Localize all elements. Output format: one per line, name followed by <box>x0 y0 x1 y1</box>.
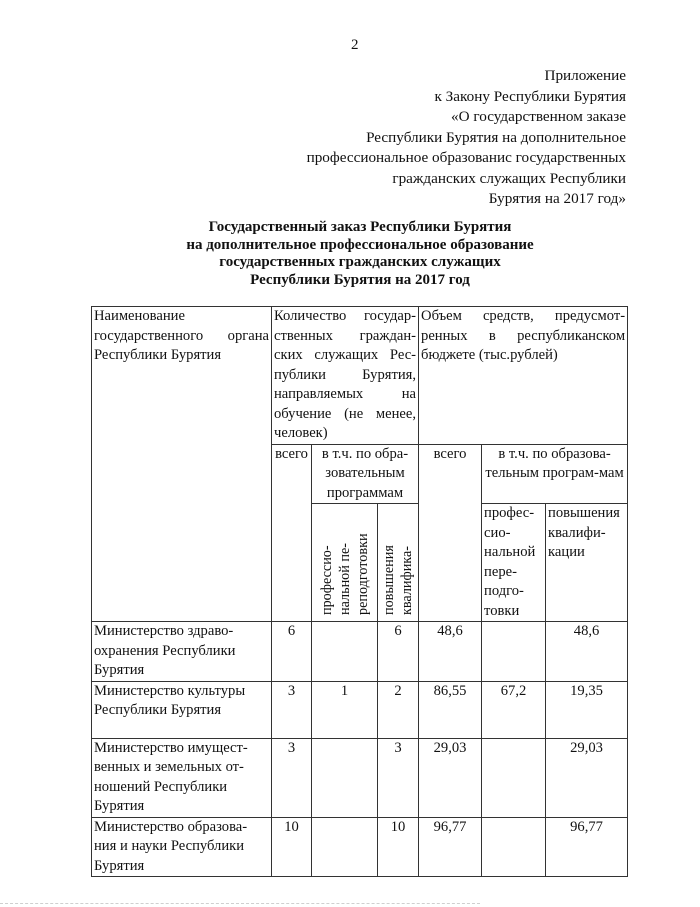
appendix-line: гражданских служащих Республики <box>392 169 626 187</box>
row-count-qualification: 6 <box>378 622 419 682</box>
appendix-line: Приложение <box>544 67 626 84</box>
header-budget-total: всего <box>419 444 482 622</box>
document-title <box>150 219 570 289</box>
table-row <box>92 817 628 877</box>
page-number: 2 <box>351 37 359 53</box>
row-budget-total: 86,55 <box>419 681 482 738</box>
row-budget-retraining <box>482 817 546 877</box>
table-row <box>92 738 628 817</box>
title-line: Республики Бурятия на 2017 год <box>250 271 470 288</box>
row-count-total: 3 <box>272 681 312 738</box>
row-count-qualification: 2 <box>378 681 419 738</box>
appendix-line: профессиональное образованис государственных <box>306 149 626 166</box>
row-budget-total: 48,6 <box>419 622 482 682</box>
row-count-total: 10 <box>272 817 312 877</box>
row-organ: Министерство культуры Республики Бурятия <box>92 681 272 738</box>
header-count-qualification: повышения квалифика- <box>381 544 416 615</box>
title-line: государственных гражданских служащих <box>219 254 501 270</box>
header-budget-retraining: профес-сио-нальной пере-подго-товки <box>482 504 546 622</box>
row-count-total: 6 <box>272 622 312 682</box>
row-organ: Министерство образова-ния и науки Республики Бурятия <box>92 817 272 877</box>
row-organ: Министерство здраво-охранения Республики Бурятия <box>92 622 272 682</box>
row-budget-retraining: 67,2 <box>482 681 546 738</box>
row-budget-retraining <box>482 738 546 817</box>
appendix-line: «О государственном заказе <box>451 108 626 125</box>
row-count-total: 3 <box>272 738 312 817</box>
row-budget-total: 96,77 <box>419 817 482 877</box>
header-organ: Наименование государственного органа Республики Бурятия <box>92 307 272 622</box>
row-count-retraining: 1 <box>312 681 378 738</box>
row-budget-qualification: 19,35 <box>546 681 628 738</box>
header-budget-qualification: повышения квалифи-кации <box>546 504 628 622</box>
page-edge-divider <box>0 903 480 904</box>
state-order-table <box>91 306 628 877</box>
row-budget-qualification: 48,6 <box>546 622 628 682</box>
row-budget-retraining <box>482 622 546 682</box>
appendix-line: к Закону Республики Бурятия <box>434 87 626 105</box>
table-row <box>92 681 628 738</box>
row-count-qualification: 10 <box>378 817 419 877</box>
appendix-line: Республики Бурятия на дополнительное <box>366 128 626 146</box>
title-line: Государственный заказ Республики Бурятия <box>208 219 512 235</box>
row-budget-qualification: 96,77 <box>546 817 628 877</box>
table-header-row <box>92 307 628 445</box>
row-count-retraining <box>312 817 378 877</box>
row-count-retraining <box>312 622 378 682</box>
header-budget-programs: в т.ч. по образова-тельным програм-мам <box>482 444 628 504</box>
header-count-qualification-cell <box>378 504 419 622</box>
table-row <box>92 622 628 682</box>
appendix-reference <box>226 66 626 210</box>
header-count-total: всего <box>272 444 312 622</box>
appendix-line: Бурятия на 2017 год» <box>488 190 626 207</box>
row-count-retraining <box>312 738 378 817</box>
row-organ: Министерство имущест-венных и земельных от-ношений Республики Бурятия <box>92 738 272 817</box>
header-count-retraining-cell <box>312 504 378 622</box>
header-count-programs: в т.ч. по обра-зовательным программам <box>312 444 419 504</box>
row-budget-total: 29,03 <box>419 738 482 817</box>
header-budget-group: Объем средств, предусмот-ренных в республиканском бюджете (тыс.рублей) <box>419 307 628 445</box>
row-count-qualification: 3 <box>378 738 419 817</box>
header-count-group: Количество государ-ственных граждан-ских служащих Рес-публики Бурятия, направляемых на обучение (не менее, человек) <box>272 307 419 445</box>
title-line: на дополнительное профессиональное образование <box>186 236 534 253</box>
header-count-retraining: профессио-нальной пе-реподготовки <box>318 532 371 615</box>
row-budget-qualification: 29,03 <box>546 738 628 817</box>
